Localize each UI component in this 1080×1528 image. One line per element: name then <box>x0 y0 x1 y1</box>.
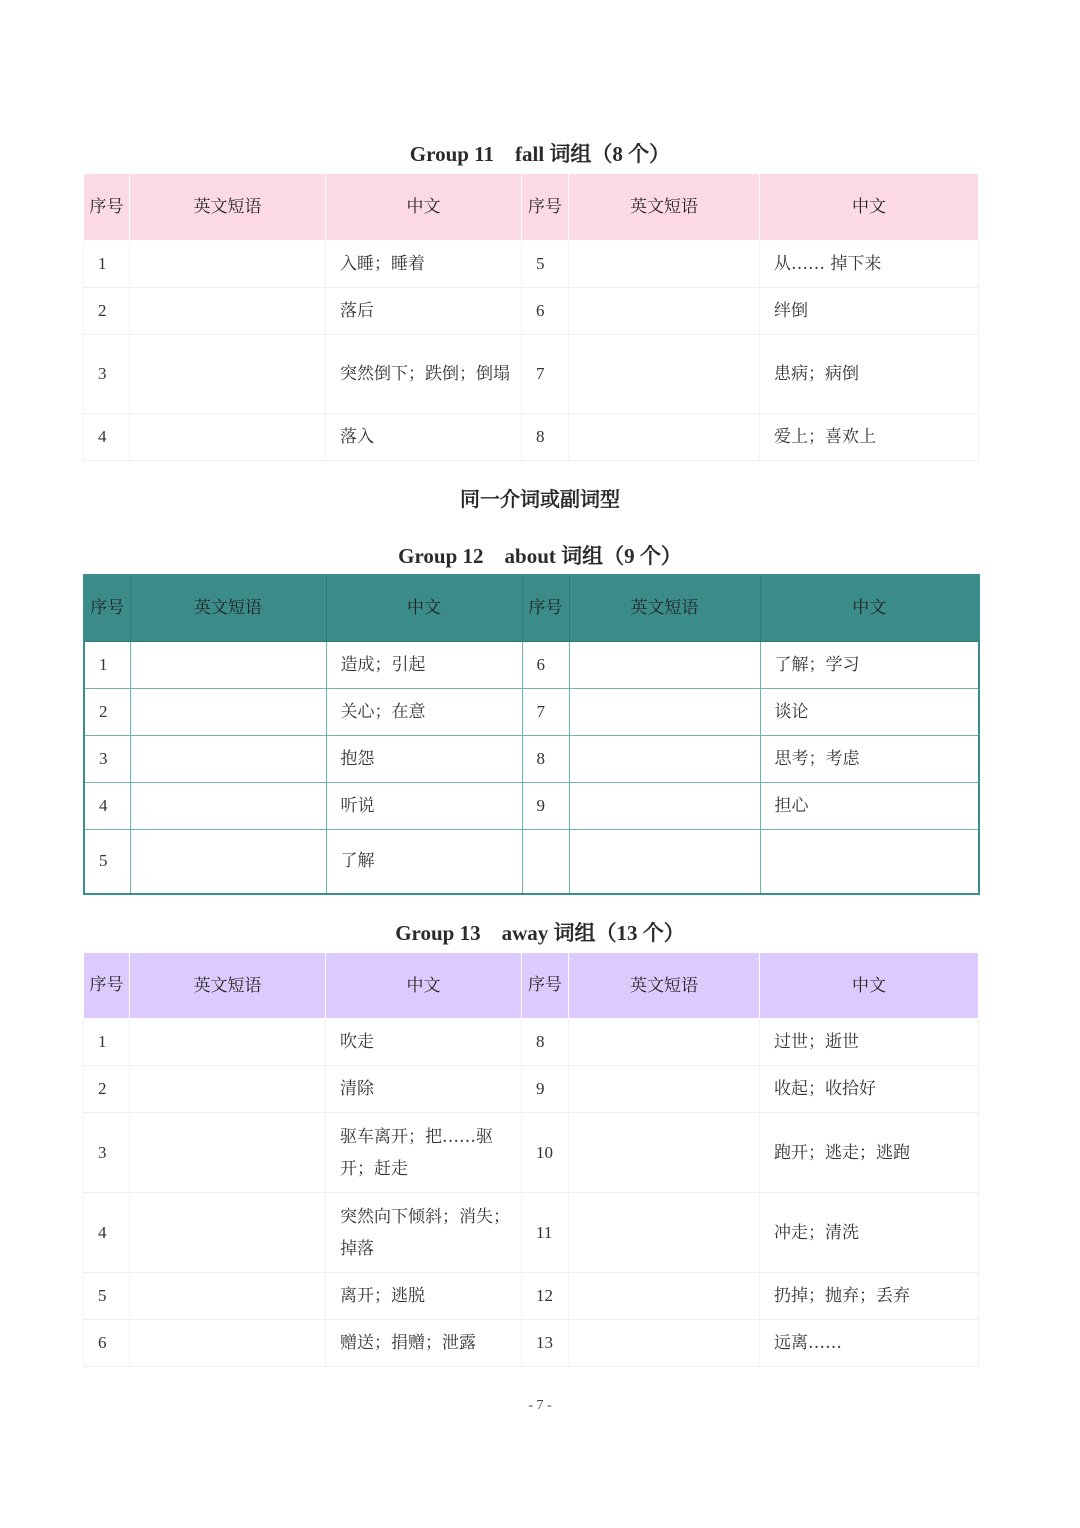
english-answer-cell[interactable] <box>569 735 760 782</box>
row-number: 2 <box>84 1066 130 1113</box>
seq-header: 序号 <box>84 575 130 641</box>
table-row <box>84 1066 979 1113</box>
group-13-table <box>83 952 979 1367</box>
english-answer-cell[interactable] <box>130 241 326 288</box>
english-header: 英文短语 <box>569 575 760 641</box>
chinese-meaning: 落入 <box>326 414 522 461</box>
row-number: 5 <box>522 241 569 288</box>
table-row <box>84 782 979 829</box>
chinese-meaning: 绊倒 <box>760 288 979 335</box>
chinese-meaning: 落后 <box>326 288 522 335</box>
chinese-meaning: 入睡；睡着 <box>326 241 522 288</box>
table-row <box>84 1273 979 1320</box>
seq-header: 序号 <box>522 174 569 241</box>
row-number: 1 <box>84 641 130 688</box>
chinese-meaning <box>760 829 979 894</box>
page-number: - 7 - <box>528 1398 552 1413</box>
table-row <box>84 641 979 688</box>
row-number: 4 <box>84 1193 130 1273</box>
chinese-meaning: 扔掉；抛弃；丢弃 <box>760 1273 979 1320</box>
chinese-meaning: 收起；收拾好 <box>760 1066 979 1113</box>
english-answer-cell[interactable] <box>130 1193 326 1273</box>
english-answer-cell[interactable] <box>569 1113 760 1193</box>
row-number: 1 <box>84 1019 130 1066</box>
row-number: 6 <box>522 641 569 688</box>
table-row <box>84 288 979 335</box>
english-answer-cell[interactable] <box>130 1273 326 1320</box>
chinese-meaning: 了解 <box>326 829 522 894</box>
chinese-header: 中文 <box>326 575 522 641</box>
chinese-meaning: 吹走 <box>326 1019 522 1066</box>
row-number: 3 <box>84 1113 130 1193</box>
chinese-meaning: 了解；学习 <box>760 641 979 688</box>
row-number: 5 <box>84 1273 130 1320</box>
table-row <box>84 829 979 894</box>
group-12-title: Group 12 about 词组（9 个） <box>398 544 682 568</box>
english-answer-cell[interactable] <box>569 1273 760 1320</box>
english-answer-cell[interactable] <box>130 829 326 894</box>
table-row <box>84 414 979 461</box>
english-header: 英文短语 <box>130 174 326 241</box>
table-row <box>84 241 979 288</box>
chinese-header: 中文 <box>760 953 979 1019</box>
english-answer-cell[interactable] <box>569 414 760 461</box>
chinese-meaning: 患病；病倒 <box>760 335 979 414</box>
row-number: 8 <box>522 735 569 782</box>
chinese-meaning: 赠送；捐赠；泄露 <box>326 1320 522 1367</box>
row-number: 3 <box>84 335 130 414</box>
row-number: 2 <box>84 688 130 735</box>
row-number: 3 <box>84 735 130 782</box>
table-row <box>84 1113 979 1193</box>
chinese-header: 中文 <box>760 575 979 641</box>
row-number: 8 <box>522 414 569 461</box>
english-answer-cell[interactable] <box>569 688 760 735</box>
table-row <box>84 735 979 782</box>
english-answer-cell[interactable] <box>130 1019 326 1066</box>
english-answer-cell[interactable] <box>569 1193 760 1273</box>
english-header: 英文短语 <box>569 953 760 1019</box>
chinese-meaning: 谈论 <box>760 688 979 735</box>
row-number: 7 <box>522 335 569 414</box>
english-header: 英文短语 <box>130 953 326 1019</box>
chinese-meaning: 远离…… <box>760 1320 979 1367</box>
chinese-meaning: 冲走；清洗 <box>760 1193 979 1273</box>
table-row <box>84 688 979 735</box>
chinese-header: 中文 <box>326 174 522 241</box>
english-header: 英文短语 <box>130 575 326 641</box>
chinese-meaning: 离开；逃脱 <box>326 1273 522 1320</box>
seq-header: 序号 <box>84 953 130 1019</box>
chinese-meaning: 造成；引起 <box>326 641 522 688</box>
english-answer-cell[interactable] <box>569 241 760 288</box>
chinese-header: 中文 <box>326 953 522 1019</box>
section-title: 同一介词或副词型 <box>460 487 620 511</box>
chinese-meaning: 听说 <box>326 782 522 829</box>
table-header-row <box>84 953 979 1019</box>
group-13-title: Group 13 away 词组（13 个） <box>395 921 685 945</box>
chinese-meaning: 跑开；逃走；逃跑 <box>760 1113 979 1193</box>
chinese-meaning: 抱怨 <box>326 735 522 782</box>
english-answer-cell[interactable] <box>130 735 326 782</box>
row-number: 11 <box>522 1193 569 1273</box>
row-number: 1 <box>84 241 130 288</box>
english-answer-cell[interactable] <box>569 288 760 335</box>
row-number: 6 <box>522 288 569 335</box>
chinese-header: 中文 <box>760 174 979 241</box>
english-answer-cell[interactable] <box>130 1113 326 1193</box>
seq-header: 序号 <box>522 575 569 641</box>
english-answer-cell[interactable] <box>130 641 326 688</box>
row-number: 7 <box>522 688 569 735</box>
chinese-meaning: 清除 <box>326 1066 522 1113</box>
row-number: 9 <box>522 1066 569 1113</box>
row-number: 9 <box>522 782 569 829</box>
group-12-table <box>83 574 980 895</box>
english-answer-cell[interactable] <box>130 782 326 829</box>
chinese-meaning: 担心 <box>760 782 979 829</box>
english-header: 英文短语 <box>569 174 760 241</box>
row-number: 4 <box>84 414 130 461</box>
english-answer-cell[interactable] <box>130 1320 326 1367</box>
group-11-title: Group 11 fall 词组（8 个） <box>409 142 671 166</box>
english-answer-cell[interactable] <box>130 414 326 461</box>
english-answer-cell[interactable] <box>569 1320 760 1367</box>
english-answer-cell[interactable] <box>569 1066 760 1113</box>
row-number: 13 <box>522 1320 569 1367</box>
table-header-row <box>84 575 979 641</box>
english-answer-cell[interactable] <box>569 641 760 688</box>
english-answer-cell[interactable] <box>569 335 760 414</box>
row-number: 12 <box>522 1273 569 1320</box>
chinese-meaning: 突然倒下；跌倒；倒塌 <box>326 335 522 414</box>
table-row <box>84 1320 979 1367</box>
row-number: 10 <box>522 1113 569 1193</box>
chinese-meaning: 思考；考虑 <box>760 735 979 782</box>
english-answer-cell[interactable] <box>130 1066 326 1113</box>
chinese-meaning: 过世；逝世 <box>760 1019 979 1066</box>
row-number <box>522 829 569 894</box>
row-number: 2 <box>84 288 130 335</box>
chinese-meaning: 关心；在意 <box>326 688 522 735</box>
group-11-table <box>83 173 979 461</box>
chinese-meaning: 驱车离开；把……驱开；赶走 <box>326 1113 522 1193</box>
row-number: 8 <box>522 1019 569 1066</box>
table-row <box>84 1193 979 1273</box>
english-answer-cell[interactable] <box>130 335 326 414</box>
english-answer-cell[interactable] <box>569 782 760 829</box>
english-answer-cell[interactable] <box>130 688 326 735</box>
english-answer-cell[interactable] <box>569 829 760 894</box>
chinese-meaning: 突然向下倾斜；消失；掉落 <box>326 1193 522 1273</box>
row-number: 5 <box>84 829 130 894</box>
row-number: 4 <box>84 782 130 829</box>
seq-header: 序号 <box>84 174 130 241</box>
english-answer-cell[interactable] <box>569 1019 760 1066</box>
table-row <box>84 335 979 414</box>
row-number: 6 <box>84 1320 130 1367</box>
chinese-meaning: 从…… 掉下来 <box>760 241 979 288</box>
seq-header: 序号 <box>522 953 569 1019</box>
english-answer-cell[interactable] <box>130 288 326 335</box>
chinese-meaning: 爱上；喜欢上 <box>760 414 979 461</box>
table-row <box>84 1019 979 1066</box>
table-header-row <box>84 174 979 241</box>
